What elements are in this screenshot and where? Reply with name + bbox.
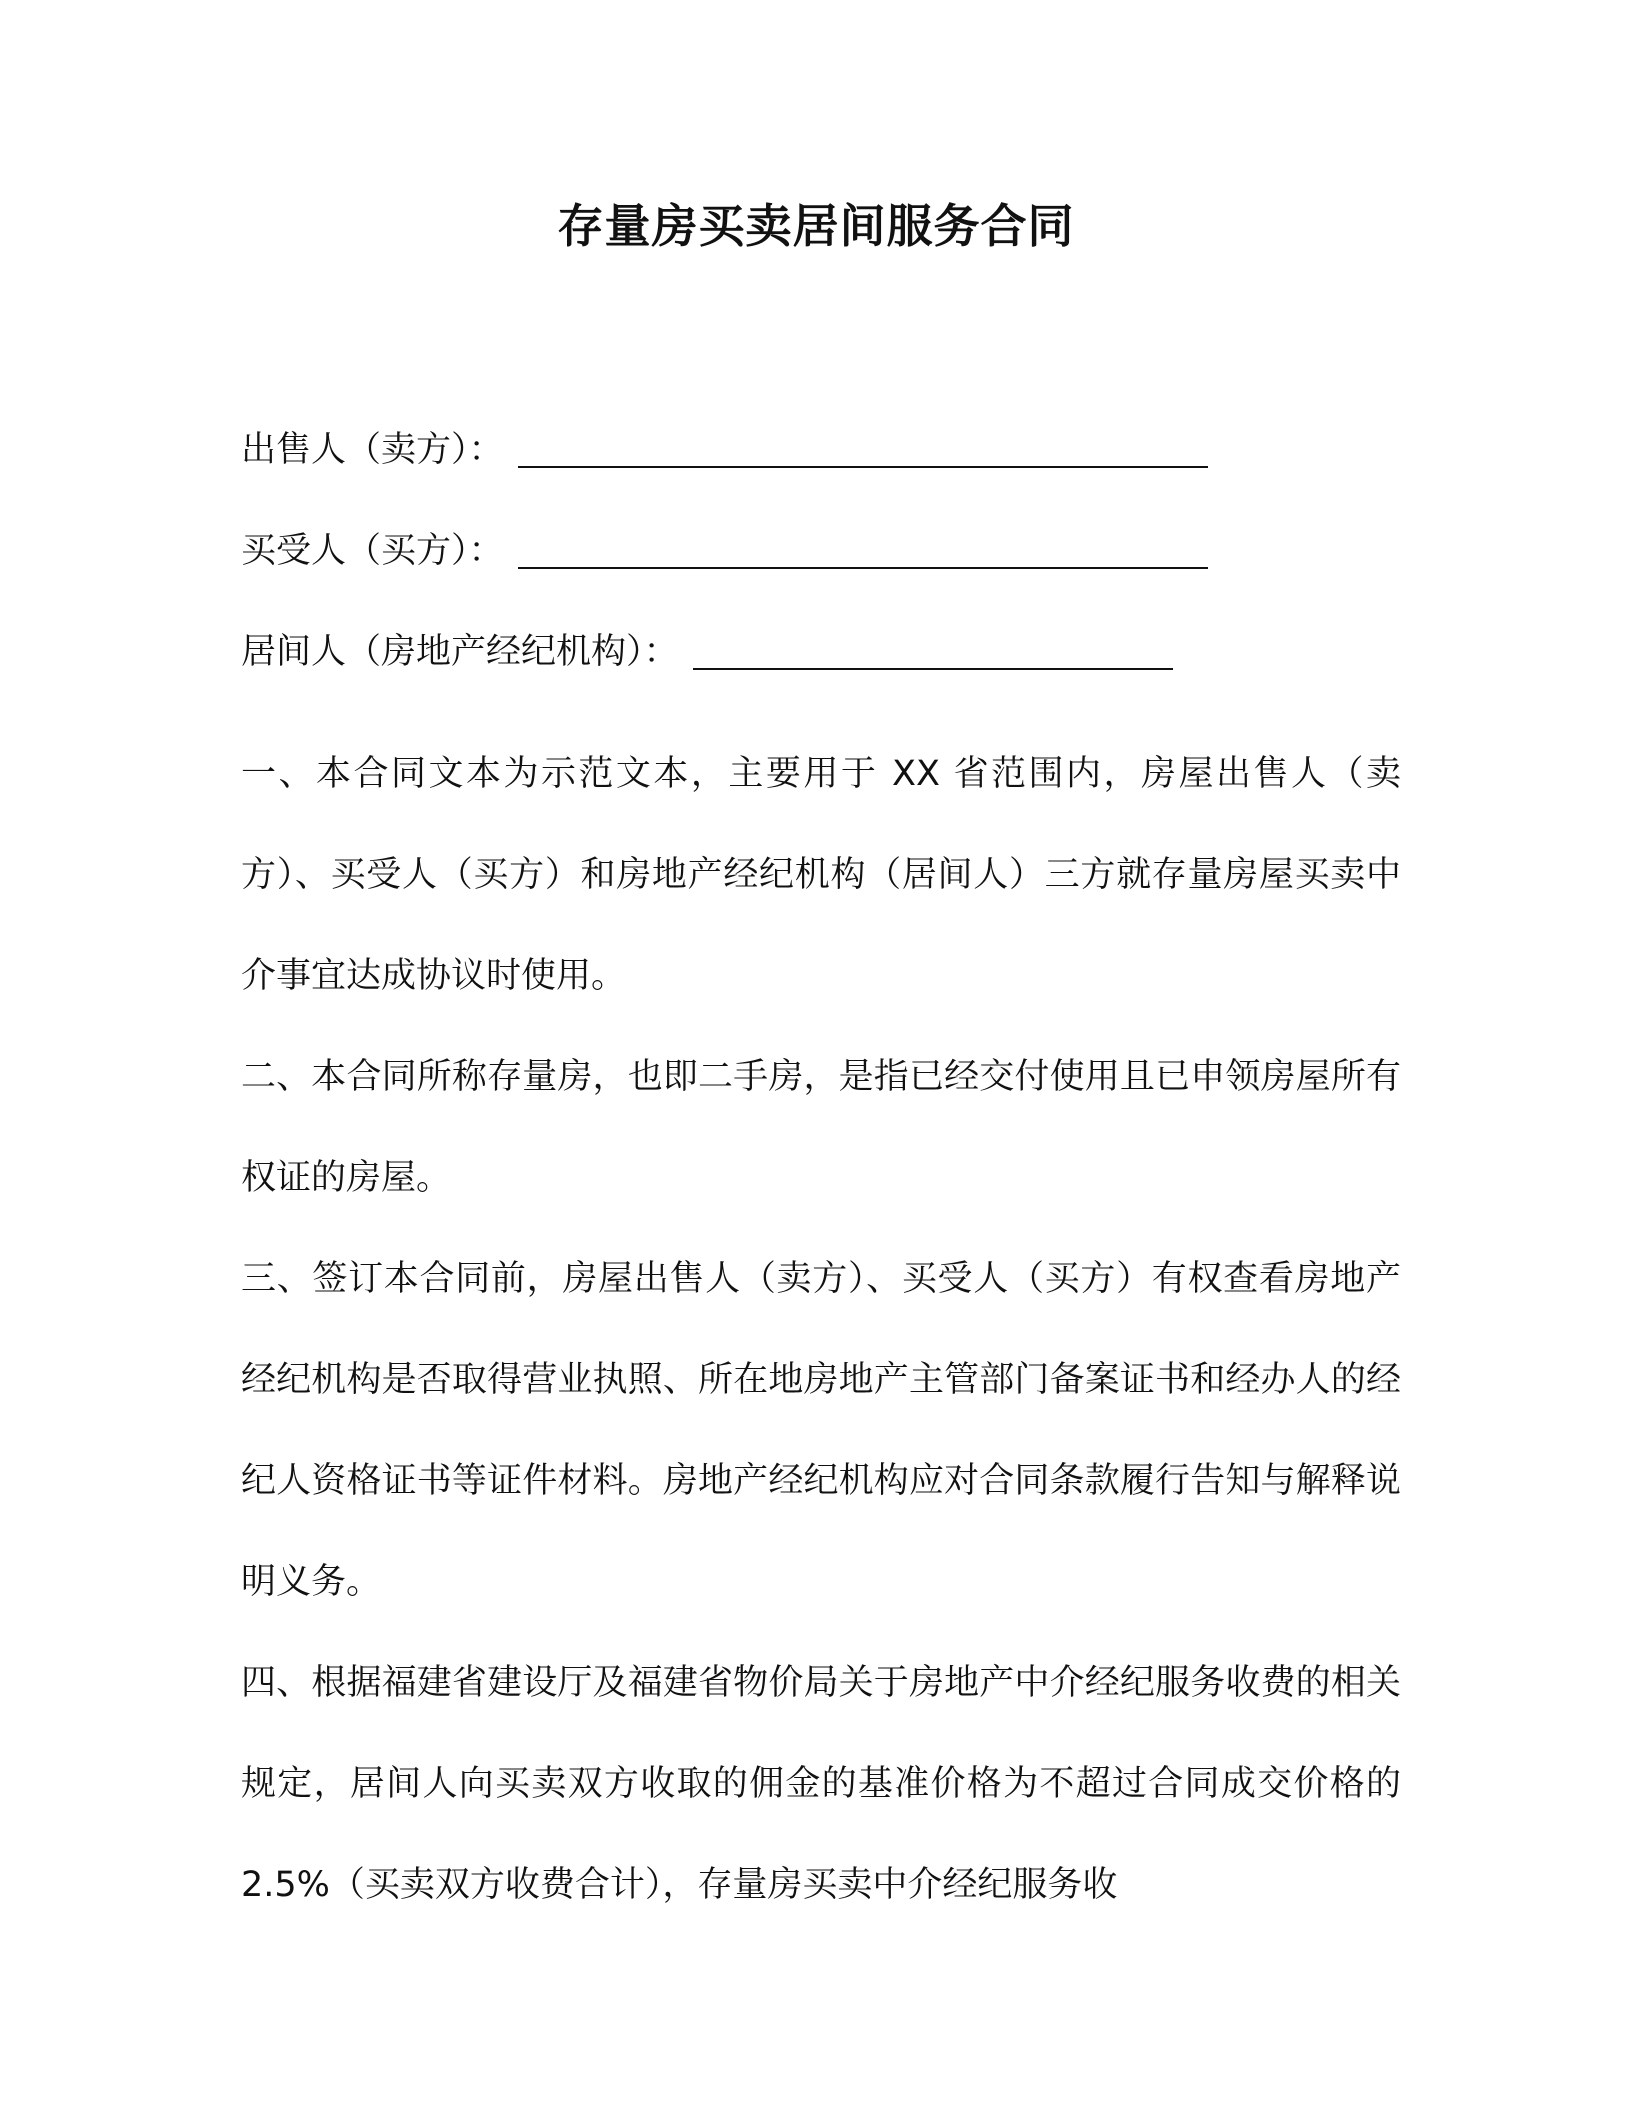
- clause-1: 一、本合同文本为示范文本，主要用于 XX 省范围内，房屋出售人（卖方）、买受人（买方）和房地产经纪机构（居间人）三方就存量房屋买卖中介事宜达成协议时使用。: [241, 754, 1401, 996]
- clause-3: 三、签订本合同前，房屋出售人（卖方）、买受人（买方）有权查看房地产经纪机构是否取得营业执照、所在地房地产主管部门备案证书和经办人的经纪人资格证书等证件材料。房地产经纪机构应对合同条款履行告知与解释说明义务。: [241, 1259, 1401, 1602]
- party-fields: [241, 422, 1401, 725]
- buyer-label: 买受人（买方）：: [241, 531, 504, 571]
- buyer-field: [241, 523, 1401, 624]
- broker-field: [241, 624, 1401, 725]
- seller-blank-line[interactable]: [518, 422, 1208, 468]
- seller-label: 出售人（卖方）：: [241, 430, 504, 470]
- seller-field: [241, 422, 1401, 523]
- document-title: 存量房买卖居间服务合同: [557, 199, 1075, 253]
- clause-2: 二、本合同所称存量房，也即二手房，是指已经交付使用且已申领房屋所有权证的房屋。: [241, 1057, 1401, 1198]
- clause-4: 四、根据福建省建设厅及福建省物价局关于房地产中介经纪服务收费的相关规定，居间人向买卖双方收取的佣金的基准价格为不超过合同成交价格的 2.5%（买卖双方收费合计），存量房买卖中介经纪服务收: [241, 1663, 1401, 1905]
- buyer-blank-line[interactable]: [518, 523, 1208, 569]
- broker-label: 居间人（房地产经纪机构）：: [241, 632, 679, 672]
- contract-clauses: [241, 724, 1401, 1936]
- broker-blank-line[interactable]: [693, 624, 1173, 670]
